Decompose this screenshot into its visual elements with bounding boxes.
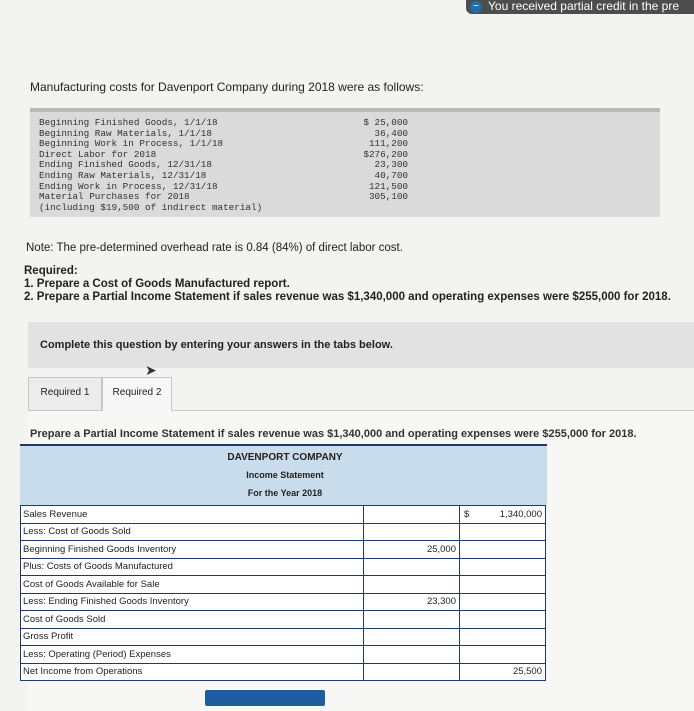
banner-text: You received partial credit in the pre	[488, 0, 680, 13]
row-label-input[interactable]: Net Income from Operations	[21, 663, 364, 681]
instructions-text: Complete this question by entering your answers in the tabs below.	[40, 339, 393, 351]
cost-value: $ 25,000	[363, 117, 408, 128]
cost-labels	[39, 118, 262, 213]
table-row	[21, 646, 546, 664]
table-row	[21, 558, 546, 576]
cost-value: 23,300	[374, 159, 408, 171]
amount-input[interactable]	[460, 646, 546, 664]
table-row	[21, 593, 546, 611]
company-name: DAVENPORT COMPANY	[227, 452, 343, 463]
intro-text: Manufacturing costs for Davenport Company during 2018 were as follows:	[30, 80, 424, 94]
overhead-note: Note: The pre-determined overhead rate is 0.84 (84%) of direct labor cost.	[26, 242, 403, 254]
amount-input[interactable]: 25,000	[364, 541, 460, 559]
instructions-panel	[28, 322, 694, 368]
amount-input[interactable]	[364, 506, 460, 524]
mouse-cursor-icon: ➤	[145, 362, 157, 378]
cost-value: 36,400	[374, 127, 408, 139]
row-label-input[interactable]: Cost of Goods Sold	[21, 611, 364, 629]
amount-input[interactable]	[460, 576, 546, 594]
table-row	[21, 506, 546, 524]
required-item-2: 2. Prepare a Partial Income Statement if sales revenue was $1,340,000 and operating expenses were $255,000 for 2018.	[24, 291, 671, 303]
amount-input[interactable]	[460, 541, 546, 559]
cost-label: Direct Labor for 2018	[39, 148, 157, 160]
required-section	[24, 265, 671, 304]
income-statement-table	[20, 505, 546, 681]
dollar-sign: $	[464, 508, 470, 520]
cost-label: Material Purchases for 2018	[39, 191, 190, 203]
cost-value: 305,100	[368, 191, 408, 203]
amount-input[interactable]	[460, 506, 546, 524]
tab-required-1[interactable]: Required 1	[28, 377, 102, 411]
cost-value: 40,700	[374, 169, 408, 181]
cost-value: 121,500	[368, 180, 408, 192]
row-label-input[interactable]: Gross Profit	[21, 628, 364, 646]
amount-input[interactable]	[460, 558, 546, 576]
amount-input[interactable]: 25,500	[460, 663, 546, 681]
navigation-button[interactable]	[205, 690, 325, 706]
cost-values	[338, 118, 408, 203]
amount-input[interactable]	[460, 628, 546, 646]
statement-title: Income Statement	[246, 470, 324, 480]
row-label-input[interactable]: Sales Revenue	[21, 506, 364, 524]
amount-input[interactable]	[364, 628, 460, 646]
cost-value: $276,200	[363, 148, 408, 160]
amount-input[interactable]	[364, 646, 460, 664]
amount-input[interactable]	[364, 576, 460, 594]
table-row	[21, 628, 546, 646]
amount-input[interactable]	[460, 611, 546, 629]
row-label-input[interactable]: Beginning Finished Goods Inventory	[21, 541, 364, 559]
row-label-input[interactable]: Less: Cost of Goods Sold	[21, 523, 364, 541]
cost-label: Beginning Raw Materials, 1/1/18	[39, 127, 212, 139]
tab-required-2[interactable]: Required 2	[102, 377, 172, 412]
question-prompt: Prepare a Partial Income Statement if sales revenue was $1,340,000 and operating expenses were $255,000 for 2018.	[30, 428, 637, 440]
table-row	[21, 576, 546, 594]
row-label-input[interactable]: Plus: Costs of Goods Manufactured	[21, 558, 364, 576]
required-item-1: 1. Prepare a Cost of Goods Manufactured report.	[24, 278, 290, 290]
row-label-input[interactable]: Less: Operating (Period) Expenses	[21, 646, 364, 664]
amount-input[interactable]	[460, 593, 546, 611]
table-row	[21, 523, 546, 541]
required-heading: Required:	[24, 265, 78, 277]
cost-label: Beginning Finished Goods, 1/1/18	[39, 117, 218, 128]
cost-label: Beginning Work in Process, 1/1/18	[39, 138, 224, 150]
amount-input[interactable]	[364, 611, 460, 629]
statement-header	[20, 444, 547, 506]
amount-input[interactable]	[364, 558, 460, 576]
amount-input[interactable]: 23,300	[364, 593, 460, 611]
cost-label: Ending Raw Materials, 12/31/18	[39, 169, 207, 181]
cost-label: Ending Work in Process, 12/31/18	[39, 180, 218, 192]
amount-input[interactable]	[460, 523, 546, 541]
amount-input[interactable]	[364, 663, 460, 681]
partial-credit-banner[interactable]	[466, 0, 694, 14]
minus-circle-icon: −	[470, 1, 482, 13]
row-label-input[interactable]: Less: Ending Finished Goods Inventory	[21, 593, 364, 611]
table-row	[21, 611, 546, 629]
statement-period: For the Year 2018	[247, 488, 323, 498]
table-row	[21, 541, 546, 559]
cost-data-box	[30, 108, 660, 217]
cost-value: 111,200	[368, 138, 408, 150]
row-label-input[interactable]: Cost of Goods Available for Sale	[21, 576, 364, 594]
amount-value: 1,340,000	[499, 508, 542, 520]
cost-label: (including $19,500 of indirect material)	[39, 201, 263, 213]
table-row	[21, 663, 546, 681]
amount-input[interactable]	[364, 523, 460, 541]
cost-label: Ending Finished Goods, 12/31/18	[39, 159, 212, 171]
